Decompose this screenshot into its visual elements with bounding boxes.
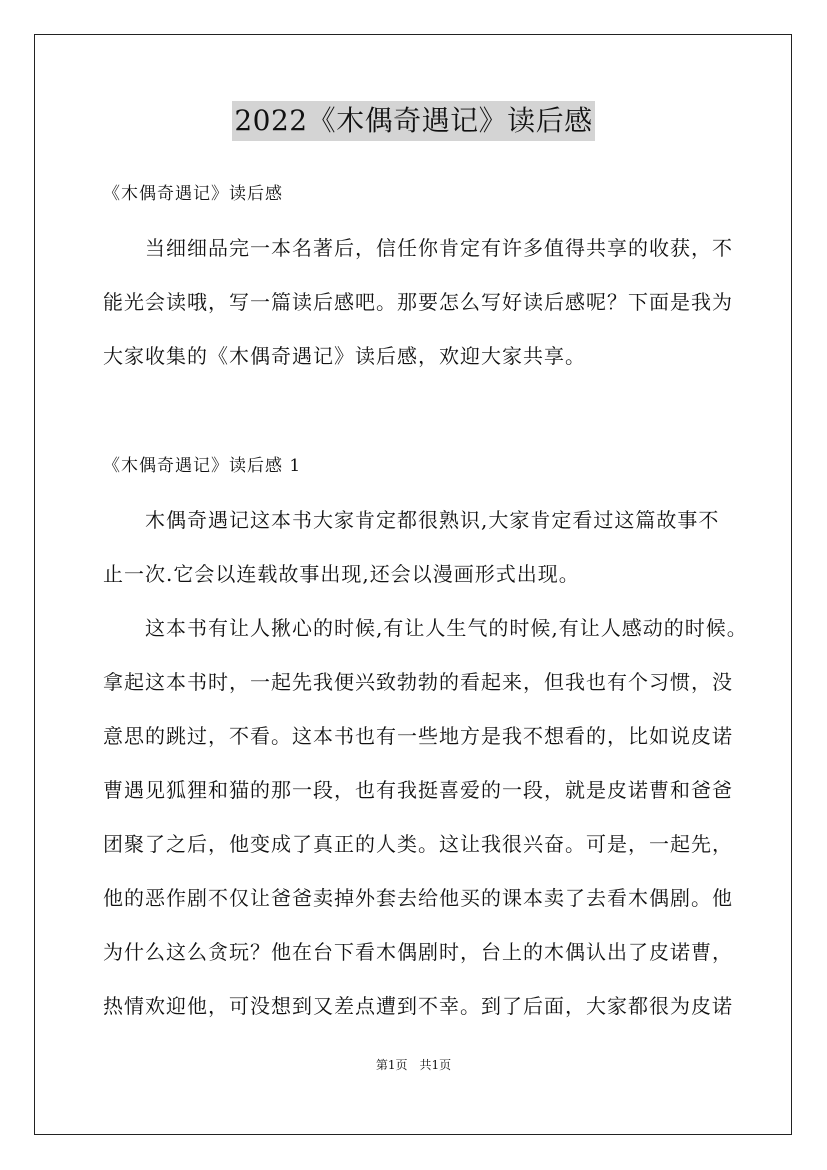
paragraph-line: 意思的跳过，不看。这本书也有一些地方是我不想看的，比如说皮诺 bbox=[103, 724, 733, 748]
intro-line: 大家收集的《木偶奇遇记》读后感，欢迎大家共享。 bbox=[103, 344, 586, 368]
section-heading: 《木偶奇遇记》读后感 1 bbox=[103, 456, 302, 476]
document-title: 2022《木偶奇遇记》读后感 bbox=[232, 101, 594, 141]
paragraph-line: 团聚了之后，他变成了真正的人类。这让我很兴奋。可是，一起先， bbox=[103, 832, 733, 856]
paragraph-line: 木偶奇遇记这本书大家肯定都很熟识,大家肯定看过这篇故事不 bbox=[103, 508, 720, 532]
title-container bbox=[0, 101, 827, 141]
paragraph-line: 曹遇见狐狸和猫的那一段，也有我挺喜爱的一段，就是皮诺曹和爸爸 bbox=[103, 778, 733, 802]
intro-line: 能光会读哦，写一篇读后感吧。那要怎么写好读后感呢？下面是我为 bbox=[103, 290, 733, 314]
document-subtitle: 《木偶奇遇记》读后感 bbox=[103, 184, 283, 204]
paragraph-line: 拿起这本书时，一起先我便兴致勃勃的看起来，但我也有个习惯，没 bbox=[103, 670, 733, 694]
paragraph-line: 止一次.它会以连载故事出现,还会以漫画形式出现。 bbox=[103, 562, 580, 586]
page-number: 第1页 共1页 bbox=[375, 1058, 452, 1072]
paragraph-line: 他的恶作剧不仅让爸爸卖掉外套去给他买的课本卖了去看木偶剧。他 bbox=[103, 886, 733, 910]
intro-line: 当细细品完一本名著后，信任你肯定有许多值得共享的收获，不 bbox=[103, 236, 733, 260]
paragraph-line: 热情欢迎他，可没想到又差点遭到不幸。到了后面，大家都很为皮诺 bbox=[103, 994, 733, 1018]
paragraph-line: 为什么这么贪玩？他在台下看木偶剧时，台上的木偶认出了皮诺曹， bbox=[103, 940, 733, 964]
paragraph-line: 这本书有让人揪心的时候,有让人生气的时候,有让人感动的时候。 bbox=[103, 616, 748, 640]
